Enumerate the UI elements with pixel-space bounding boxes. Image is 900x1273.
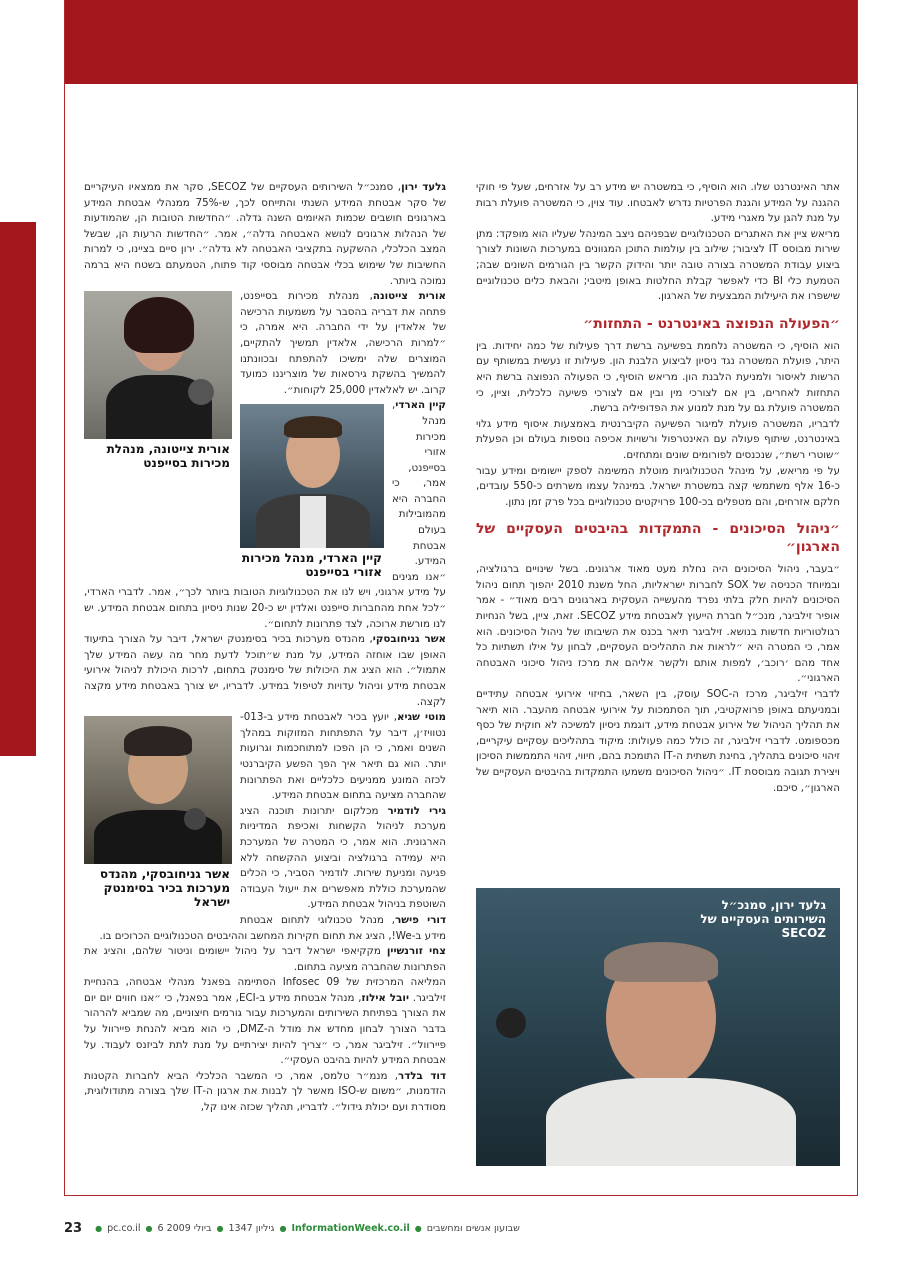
speaker-photo [240,404,384,548]
paragraph-text: , יועץ בכיר לאבטחת מידע ב-013-נטוויז׳ן, דיבר על התפתחות המזוקות במהלך השנים ואמר, כי הן הפכו למתוחכמות וגרועות יותר. הוא גם תיאר איך הפך הפשע הקיברנטי לכזה המונע ממניעים כלכליים ואת הפתרונות שהחברה מציעה בתחום אבטחת המידע. [240,711,446,802]
photo-caption: גלעד ירון, סמנכ״ל השירותים העסקיים של SECOZ [700,898,826,940]
photo-block [84,291,232,470]
speaker-photo-large [476,888,840,1166]
paragraph [84,180,446,289]
paragraph [84,944,446,975]
footer-issue: גיליון 1347 [228,1222,275,1234]
right-column [476,180,840,796]
paragraph [84,913,446,944]
speaker-name: צחי זורנשיין [386,945,446,958]
paragraph-text: , מנמ״ר טלמס, אמר, כי המשבר הכלכלי הביא לחברות הקטנות הזדמנות, ״משום ש-ISO מאשר לך לבנות את ארגון ה-IT שלך בצורה מתודולוגית, מסודרת ועם יכולת גידול״. לדבריו, תהליך שכזה אינו קל, [84,1069,446,1114]
speaker-photo [84,291,232,439]
paragraph: על פי מריאש, על מינהל הטכנולוגיות מוטלת המשימה לספק יישומים ומידע עבור כ-16 אלף משתמשי קצה במשטרת ישראל. במינהל עצמו משרתים כ-550 עובדים, חלקם אזרחים, והם מטפלים בכ-100 פרויקטים טכנולוגיים בכל פרק זמן נתון. [476,464,840,508]
paragraph: ״בעבר, ניהול הסיכונים היה נחלת מעט מאוד ארגונים. בשל שינויים ברגולציה, ובמיוחד הכניסה של SOX לחברות ישראליות, החל משנת 2010 יהפוך תחום ניהול הסיכונים להיות חלק בלתי נפרד מהעשייה העסקית בארגונים רבים מאוד״ - אמר אופיר זילביגר, מנכ״ל חברת הייעוץ לאבטחת מידע SECOZ. זאת, ציין, בשל הנחיות רגולטוריות חדשות בנושא. זילביגר תיאר בכנס את השיבותו של ניהול הסיכונים. הוא אמר, כי המטרה היא ״לראות את התהליכים העסקיים, לבחון על אילו תשתיות כל אחד מהם ׳רוכב׳, למפות אותם ולקשר אליהם את מרכז ניהול סיכוני האבטחה הארגוני״. [476,563,840,685]
paragraph-text: , מהנדס מערכות בכיר בסימנטק ישראל, דיבר על הצורך בתיעוד האופן שבו אוחזה המידע, על מנת ש״תוכל לדעת מחר מה עשה המידע שלך אתמול״. הוא הציג את היכולות של סימנטק בתחום, לרכות היכולת לניהול אירועי אבטחת מידע וניהול עדויות לטיפול במידע. לדבריו, יש צורך באבטחת מידע מקצה לקצה. [84,633,446,708]
bullet-icon: ● [414,1223,422,1233]
speaker-name: דוד בלדר [398,1069,446,1082]
page-number: 23 [64,1220,83,1236]
side-color-tab [0,222,36,756]
shirt-shape [300,496,326,548]
paragraph-text: המליאה המרכזית של Infosec 09 הסתיימה בפאנל מנהלי אבטחה, בהנחיית זילביגר. [84,976,447,1004]
photo-block [84,716,232,909]
bullet-icon: ● [145,1223,153,1233]
photo-block [240,404,384,579]
speaker-name: אשר גניחובסקי [372,633,446,646]
magazine-name: שבועון אנשים ומחשבים [426,1222,520,1234]
speaker-name: דורי פישר [395,913,447,926]
footer-site-link: InformationWeek.co.il [291,1222,410,1234]
paragraph [84,975,446,1069]
footer-site: pc.co.il [107,1222,141,1234]
speaker-photo [84,716,232,864]
paragraph [84,1069,446,1116]
footer-date: 6 ביולי 2009 [157,1222,212,1234]
speaker-name: מוטי שגיא [396,711,446,724]
photo-caption: אורית צייטונה, מנהלת מכירות בסייפנט [106,442,230,471]
photo-caption: אשר גניחובסקי, מהנדס מערכות בכיר בסימנטק ישראל [99,867,230,910]
speaker-name: יובל אילוז [361,991,409,1004]
paragraph-text: מכלקום יתרונות תוכנה הציג מערכת לניהול הקשחות ואכיפת המדיניות הארגונית. הוא אמר, כי המטרה של המערכת היא עמידה ברגולציה וביצוע ההקשחה ללא פגיעה ומניעת שירות. לודמיר הסביר, כי הכלים שהמערכת כוללת מאפשרים את ייעול העבודה השוטפת בניהול אבטחת המידע. [240,804,446,911]
paragraph-text: , מנהל אבטחת מידע ב-ECI, אמר בפאנל, כי ״אנו חווים יום יום את הצורך בפתיחת השירותים והמערכות עבור גורמים חיצוניים, מה שמביא להרהור בדבר הצורך לבחון מחדש את מודל ה-DMZ, כי הוא מביא להנחת פיירוול על פיירוול״. זילביגר אמר, כי ״צריך להיות יצירתיים על מנת לתת לביזנס לעבוד. על אבטחת המידע להיות בהיבט העסקי״. [84,991,446,1067]
paragraph: לדברי זילביגר, מרכז ה-SOC עוסק, בין השאר, בחיזוי אירועי אבטחה עתידיים ובמניעתם באופן פרואקטיבי, תוך הסתמכות על אירועי אבטחה מהעבר. הוא תיאר את תהליך הניהול של אירוע אבטחת מידע, דוגמת ניסיון למשיכה לא חוקית של כסף מכספומט. לדברי זילביגר, זה כולל כמה פעולות: מיקוד בתהליכים עסקיים עיקריים, זיהוי סיכונים בתהליך, בחינת תשתית ה-IT התומכת בהם, חיווי, זיהוי התממשות הסיכון ויצירת תגובה מבוססת IT. ״ניהול הסיכונים משמעו התמקדות בהיבטים העסקיים של הארגון״, סיכם. [476,688,840,794]
microphone-icon [496,1008,526,1038]
section-heading: ״ניהול הסיכונים - התמקדות בהיבטים העסקיים של הארגון״ [476,521,840,556]
photo-caption: קיין הארדי, מנהל מכירות אזורי בסייפנט [241,551,382,580]
left-column [84,180,446,1116]
bullet-icon: ● [279,1223,287,1233]
speaker-name: קיין הארדי [395,399,446,412]
speaker-name: אורית צייטונה [372,290,446,303]
paragraph-text: , מנהל טכנולוגי לתחום אבטחת מידע ב-We!, הציג את תחום חקירות המחשב וההיבטים הטכנולוגיים הכרוכים בו. [99,913,446,942]
microphone-icon [188,379,214,405]
hair-shape [124,297,194,353]
hair-shape [124,726,192,756]
paragraph-text: , סמנכ״ל השירותים העסקיים של SECOZ, סקר את ממצאיו העיקריים של סקר אבטחת המידע השנתי והתייחס לכך, ש-75% ממנהלי אבטחת המידע בארגונים חושבים שכמות האיומים השנה גדלה. ״החדשות הטובות הן, שהמודעות של הנהלות ארגונים לנושא האבטחה גדלה״, אמר. ״החדשות הרעות הן, שבשל המצב הכלכלי, ההשקעה בתקציבי האבטחה לא גדלה״. ירון סיים בציינו, כי למרות החשיבות של שימוש בכלי אבטחה מבוססי קוד פתוח, הטמעתם בשטח היא ברמה נמוכה ביותר. [84,181,446,287]
bullet-icon: ● [216,1223,224,1233]
page-footer [64,1218,858,1238]
speaker-name: גירי לודמיר [387,804,447,817]
bullet-icon: ● [95,1223,103,1233]
paragraph-text: , מנהל מכירות אזורי בסייפנט, אמר, כי החברה היא מהמובילות בעולם אבטחת המידע. ״אנו מגינים על מידע ארגוני, ויש לנו את הטכנולוגיות הטובות ביותר לכך״, אמר. לדברי הארדי, ״לכל אחת מהחברות סייפנט ואלדין יש כ-20 שנות ניסיון בתחום אבטחת המידע. יש לנו מורשת ארוכה, לצד פתרונות לתחום״. [84,399,446,630]
section-heading: ״הפעולה הנפוצה באינטרנט - התחזות״ [583,315,840,332]
paragraph: מריאש ציין את האתגרים הטכנולוגיים שבפניהם ניצב המינהל שעליו הוא מופקד: מתן שירות מבוסס IT לציבור; שילוב בין עולמות התוכן המגוונים במערכות השונות לצורך ביצוע עבודת המשטרה בצורה טובה יותר והידוק הקשר בין הגורמים השונים שבה; הטמעת כלי BI כדי לאפשר קבלת החלטות באופן מיטבי; והבאת כלים טכנולוגיים שישפרו את היעילות המבצעית של הארגון. [476,227,840,303]
paragraph: הוא הוסיף, כי המשטרה נלחמת בפשיעה ברשת דרך פעילות של כמה יחידות. בין היתר, פועלת המשטרה נגד ניסיון לביצוע הלבנת הון. פעילות זו נעשית במשותף עם הרשות לאיסור ולמניעת הלבנת הון. מריאש הוסיף, כי הפעולה הנפוצה ברשת היא התחזות לאחרים, בין אם לצורכי מין ובין אם לצורכי פשיעה כלכלית, וציין, כי המשטרה פועלת גם על מנת למנוע את הפדופיליה ברשת. [476,339,840,415]
speaker-name: גלעד ירון [401,181,446,193]
hair-shape [604,942,718,982]
paragraph: אתר האינטרנט שלו. הוא הוסיף, כי במשטרה יש מידע רב על אזרחים, שעל פי חוקי ההגנה על המידע והגנת הפרטיות נדרש לאבטחו. עוד צוין, כי המשטרה פועלת רבות על מנת להגן על מאגרי מידע. [476,181,840,225]
paragraph-text: מקקיאפי ישראל דיבר על ניהול יישומים וניטור שלהם, והציג את הפתרונות שהחברה מציעה בתחום. [84,945,446,973]
paragraph: לדבריו, המשטרה פועלת למיגור הפשיעה הקיברנטית באמצעות איסוף מידע גלוי באינטרנט, שיתוף פעולה עם האינטרפול ורשויות אכיפה נוספות בעולם וכן הפעלת ״שוטרי רשת״, שנכנסים לפורומים שונים ומתחזים. [476,417,840,461]
shirt-shape [546,1078,796,1166]
paragraph-text: , מנהלת מכירות בסייפנט, פתחה את דבריה בהסבר על משמעות הרכישה של אלאדין על ידי החברה. היא אמרה, כי ״למרות הרכישה, אלאדין תמשיך להתקיים, המוצרים שלה ימשיכו להתפתח ובכוונתנו להמשיך בהשקת גירסאות של מוצריננו כמועד קרוב. יש לאלאדין 25,000 לקוחות״. [240,290,446,396]
hair-shape [284,416,342,438]
paragraph [84,632,446,710]
